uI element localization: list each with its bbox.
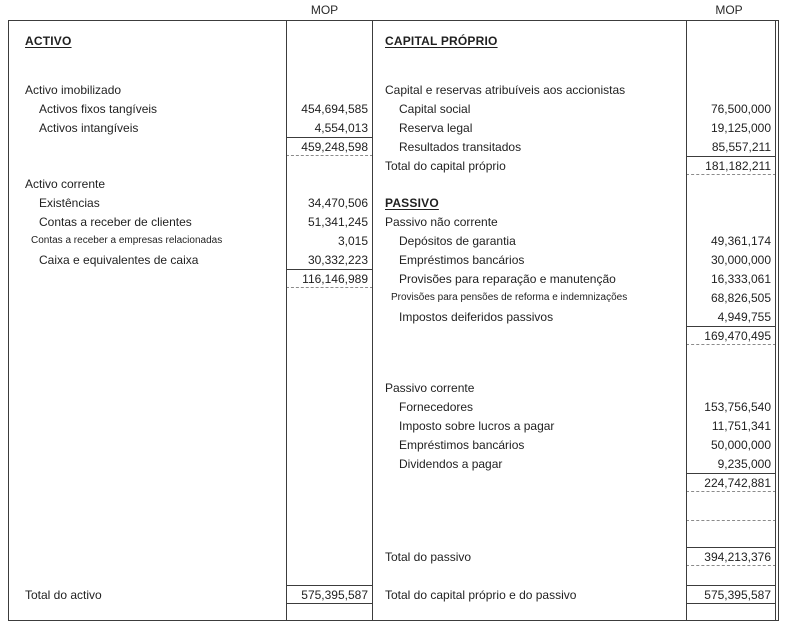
current-liabilities-subtotal-row	[373, 473, 778, 492]
line-item-amount: 16,333,061	[710, 271, 771, 286]
fixed-assets-heading-row	[9, 80, 373, 99]
current-liabilities-heading-row	[373, 378, 778, 397]
row-depositos-garantia	[373, 231, 778, 250]
line-item-amount: 50,000,000	[710, 437, 771, 452]
line-item-amount: 51,341,245	[307, 214, 368, 229]
subtotal-amount: 394,213,376	[686, 547, 776, 566]
line-item-label: Provisões para pensões de reforma e indemnizações	[391, 292, 628, 303]
line-item-amount: 19,125,000	[710, 120, 771, 135]
fixed-assets-subtotal-row	[9, 137, 373, 156]
subtotal-amount: 459,248,598	[286, 137, 373, 156]
amount-cell	[686, 31, 776, 50]
subsection-heading: Activo corrente	[25, 176, 106, 191]
row-emprestimos-bancarios-nc	[373, 250, 778, 269]
line-item-amount: 49,361,174	[710, 233, 771, 248]
line-item-label: Empréstimos bancários	[399, 252, 525, 267]
grand-total-amount: 575,395,587	[686, 585, 776, 604]
balance-sheet-table	[8, 20, 779, 621]
row-capital-social	[373, 99, 778, 118]
line-item-amount: 30,000,000	[710, 252, 771, 267]
line-item-label: Fornecedores	[399, 399, 474, 414]
subtotal-amount: 181,182,211	[686, 156, 776, 175]
row-dividendos-pagar	[373, 454, 778, 473]
row-caixa-equivalentes	[9, 250, 373, 269]
noncurrent-liabilities-subtotal-row	[373, 326, 778, 345]
liabilities-title-row	[373, 193, 778, 212]
amount-cell	[286, 80, 373, 99]
line-item-label: Impostos deiferidos passivos	[399, 309, 554, 324]
row-imposto-lucros	[373, 416, 778, 435]
assets-column	[9, 21, 373, 620]
total-equity-and-liabilities-row	[373, 585, 778, 604]
line-item-amount: 76,500,000	[710, 101, 771, 116]
total-label: Total do activo	[25, 587, 102, 602]
currency-header-right: MOP	[715, 3, 743, 17]
amount-cell	[686, 80, 776, 99]
total-label: Total do passivo	[385, 549, 472, 564]
grand-total-label: Total do capital próprio e do passivo	[385, 587, 577, 602]
row-contas-a-receber-relacionadas	[9, 231, 373, 250]
line-item-amount: 30,332,223	[307, 252, 368, 267]
row-activos-fixos-tangiveis	[9, 99, 373, 118]
assets-title-row	[9, 31, 373, 50]
amount-cell	[286, 174, 373, 193]
line-item-amount: 3,015	[337, 233, 368, 248]
line-item-amount: 34,470,506	[307, 195, 368, 210]
amount-cell	[286, 31, 373, 50]
equity-section-title: CAPITAL PRÓPRIO	[385, 33, 498, 48]
equity-title-row	[373, 31, 778, 50]
subsection-heading: Activo imobilizado	[25, 82, 122, 97]
equity-liabilities-column	[373, 21, 778, 620]
equity-heading-row	[373, 80, 778, 99]
line-item-amount: 11,751,341	[711, 418, 771, 433]
line-item-label: Activos fixos tangíveis	[39, 101, 158, 116]
row-emprestimos-bancarios-c	[373, 435, 778, 454]
line-item-label: Provisões para reparação e manutenção	[399, 271, 616, 286]
row-resultados-transitados	[373, 137, 778, 156]
amount-cell	[686, 193, 776, 212]
current-assets-heading-row	[9, 174, 373, 193]
line-item-label: Empréstimos bancários	[399, 437, 525, 452]
line-item-amount: 9,235,000	[717, 456, 771, 471]
line-item-label: Contas a receber de clientes	[39, 214, 192, 229]
row-provisoes-reparacao	[373, 269, 778, 288]
line-item-amount: 153,756,540	[704, 399, 771, 414]
line-item-amount: 4,554,013	[314, 120, 368, 135]
row-provisoes-pensoes	[373, 288, 778, 307]
currency-header-left: MOP	[310, 3, 339, 17]
line-item-label: Activos intangíveis	[39, 120, 139, 135]
assets-section-title: ACTIVO	[25, 33, 72, 48]
row-activos-intangiveis	[9, 118, 373, 137]
current-assets-subtotal-row	[9, 269, 373, 288]
subsection-heading: Passivo corrente	[385, 380, 475, 395]
row-existencias	[9, 193, 373, 212]
subsection-heading: Capital e reservas atribuíveis aos accionistas	[385, 82, 626, 97]
subtotal-amount: 224,742,881	[686, 473, 776, 492]
line-item-amount: 454,694,585	[301, 101, 368, 116]
line-item-amount: 85,557,211	[711, 139, 771, 154]
total-liabilities-row	[373, 547, 778, 566]
noncurrent-liabilities-heading-row	[373, 212, 778, 231]
total-label: Total do capital próprio	[385, 158, 506, 173]
row-contas-a-receber-clientes	[9, 212, 373, 231]
line-item-label: Contas a receber a empresas relacionadas	[31, 235, 223, 246]
line-item-label: Dividendos a pagar	[399, 456, 503, 471]
line-item-label: Existências	[39, 195, 100, 210]
subtotal-amount: 169,470,495	[686, 326, 776, 345]
line-item-label: Reserva legal	[399, 120, 473, 135]
line-item-amount: 68,826,505	[710, 290, 771, 305]
ruled-empty-row	[373, 502, 778, 521]
amount-cell	[686, 378, 776, 397]
total-assets-row	[9, 585, 373, 604]
subtotal-amount: 116,146,989	[286, 269, 373, 288]
row-impostos-diferidos	[373, 307, 778, 326]
amount-cell	[686, 212, 776, 231]
line-item-label: Resultados transitados	[399, 139, 522, 154]
line-item-label: Caixa e equivalentes de caixa	[39, 252, 199, 267]
total-amount: 575,395,587	[286, 585, 373, 604]
subsection-heading: Passivo não corrente	[385, 214, 498, 229]
line-item-amount: 4,949,755	[717, 309, 771, 324]
row-reserva-legal	[373, 118, 778, 137]
line-item-label: Depósitos de garantia	[399, 233, 516, 248]
empty-amount-cell	[686, 502, 776, 521]
total-equity-row	[373, 156, 778, 175]
row-fornecedores	[373, 397, 778, 416]
line-item-label: Imposto sobre lucros a pagar	[399, 418, 555, 433]
line-item-label: Capital social	[399, 101, 471, 116]
liabilities-section-title: PASSIVO	[385, 195, 439, 210]
